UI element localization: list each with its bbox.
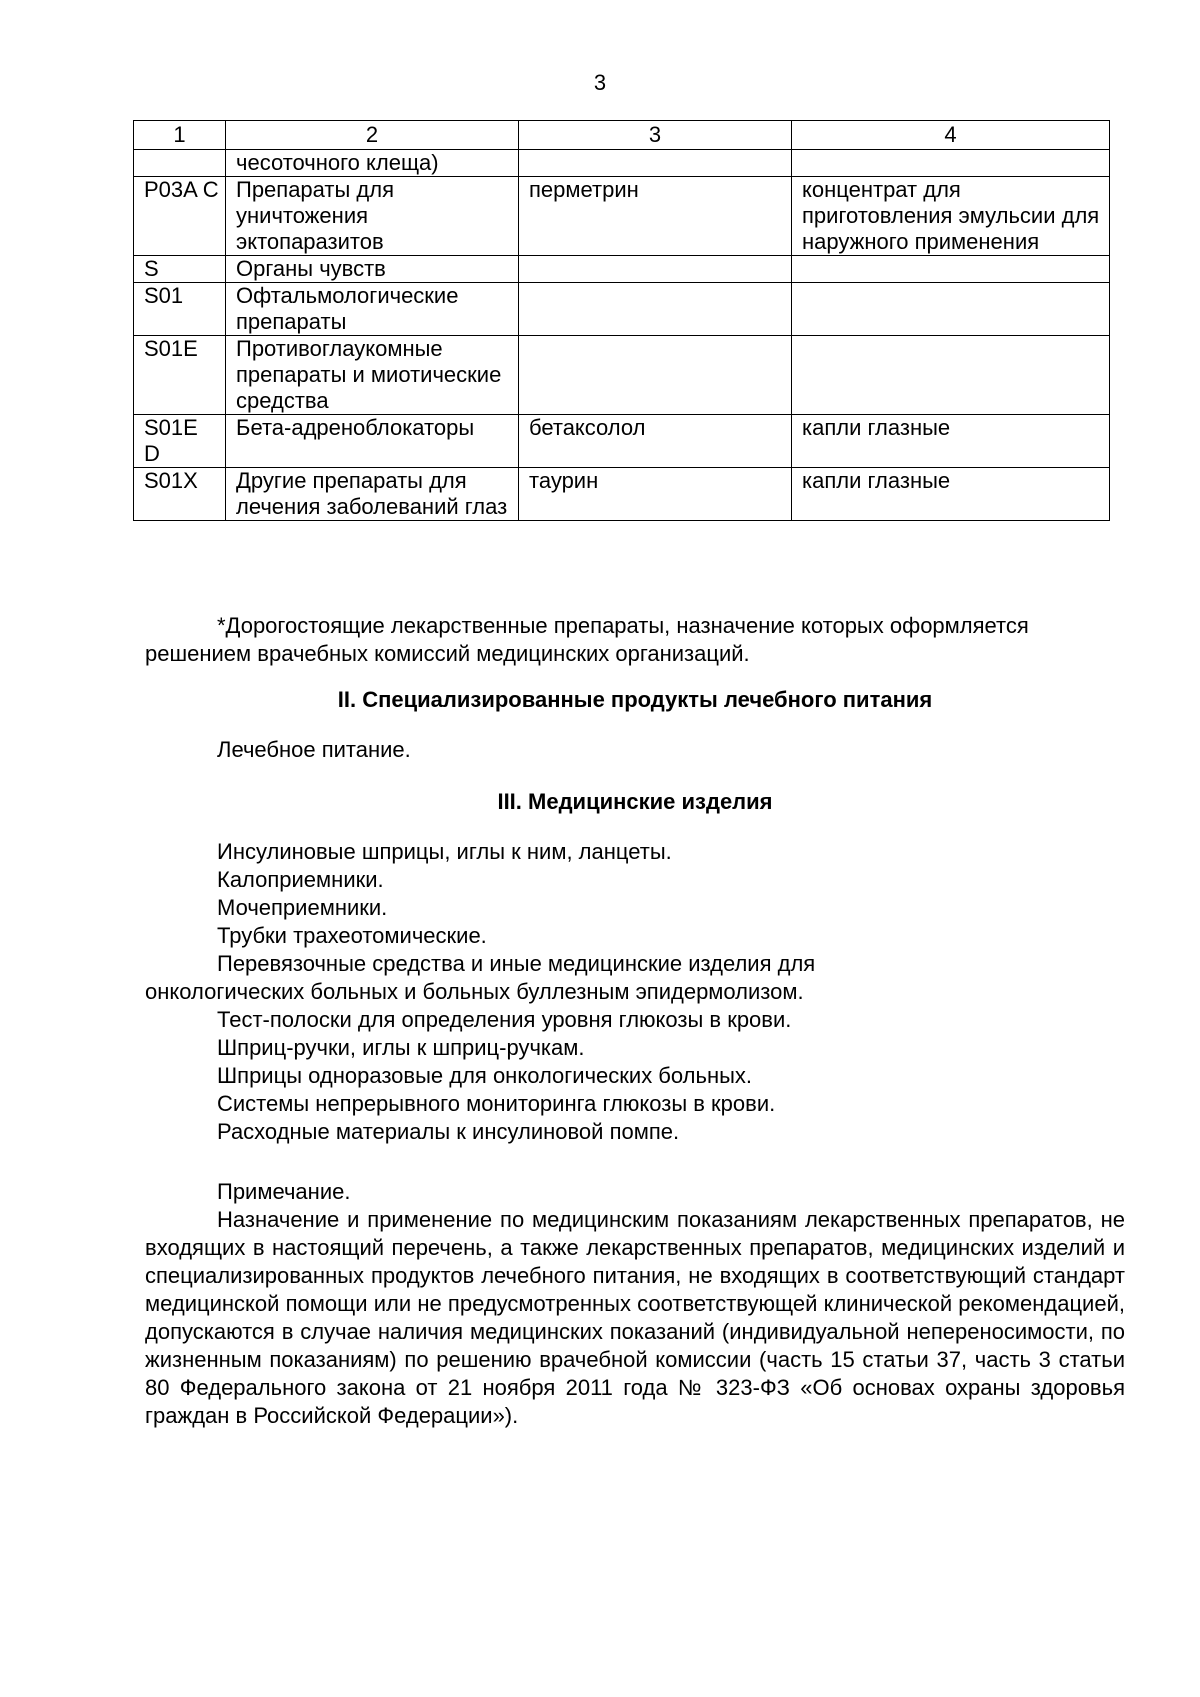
list-item: Мочеприемники. (217, 895, 388, 920)
dosage-form-cell (792, 283, 1110, 336)
note-text: Назначение и применение по медицинским показаниям лекарственных препаратов, не входящих в настоящий перечень, а также лекарственных препаратов, медицинских изделий и специализированных продуктов лечебного питания, не входящих в соответствующий стандарт медицинской помощи или не предусмотренных соответствующей клинической рекомендацией, допускаются в случае наличия медицинских показаний (индивидуальной непереносимости, по жизненным показаниям) по решению врачебной комиссии (часть 15 статьи 37, часть 3 статьи 80 Федерального закона от 21 ноября 2011 года № 323-ФЗ «Об основах охраны здоровья граждан в Российской Федерации»). (145, 1207, 1125, 1428)
section-2-text: Лечебное питание. (217, 737, 411, 762)
group-name-cell: чесоточного клеща) (226, 150, 519, 177)
group-name-cell: Органы чувств (226, 256, 519, 283)
section-2-title: II. Специализированные продукты лечебного питания (337, 687, 933, 712)
table-header-cell: 1 (134, 121, 226, 150)
atc-code-cell: S01 (134, 283, 226, 336)
table-header-cell: 4 (792, 121, 1110, 150)
atc-code-cell: S01E (134, 336, 226, 415)
page-number: 3 (593, 70, 607, 95)
substance-cell (519, 256, 792, 283)
substance-cell (519, 336, 792, 415)
list-item: Расходные материалы к инсулиновой помпе. (217, 1119, 680, 1144)
atc-code-cell: S01E D (134, 415, 226, 468)
group-name-cell: Офтальмологические препараты (226, 283, 519, 336)
table-row (134, 150, 1110, 177)
drug-table (133, 120, 1110, 521)
list-item: Перевязочные средства и иные медицинские изделия для онкологических больных и больных буллезным эпидермолизом. (145, 951, 816, 1004)
dosage-form-cell: капли глазные (792, 415, 1110, 468)
dosage-form-cell (792, 150, 1110, 177)
table-row (134, 283, 1110, 336)
list-item: Шприцы одноразовые для онкологических больных. (217, 1063, 753, 1088)
table-header-row (134, 121, 1110, 150)
substance-cell: перметрин (519, 177, 792, 256)
substance-cell: бетаксолол (519, 415, 792, 468)
table-row (134, 256, 1110, 283)
section-2-body (145, 736, 1125, 764)
group-name-cell: Противоглаукомные препараты и миотические средства (226, 336, 519, 415)
group-name-cell: Препараты для уничтожения эктопаразитов (226, 177, 519, 256)
table-header-cell: 2 (226, 121, 519, 150)
atc-code-cell: P03A C (134, 177, 226, 256)
dosage-form-cell: концентрат для приготовления эмульсии для наружного применения (792, 177, 1110, 256)
table-row (134, 468, 1110, 521)
atc-code-cell: S01X (134, 468, 226, 521)
atc-code-cell (134, 150, 226, 177)
list-item: Шприц-ручки, иглы к шприц-ручкам. (217, 1035, 585, 1060)
dosage-form-cell (792, 256, 1110, 283)
table-row (134, 336, 1110, 415)
group-name-cell: Другие препараты для лечения заболеваний глаз (226, 468, 519, 521)
list-item: Калоприемники. (217, 867, 384, 892)
footnote (145, 612, 1125, 668)
atc-code-cell: S (134, 256, 226, 283)
dosage-form-cell: капли глазные (792, 468, 1110, 521)
substance-cell (519, 150, 792, 177)
table-header-cell: 3 (519, 121, 792, 150)
list-item: Трубки трахеотомические. (217, 923, 487, 948)
substance-cell: таурин (519, 468, 792, 521)
list-item: Тест-полоски для определения уровня глюкозы в крови. (217, 1007, 792, 1032)
list-item: Системы непрерывного мониторинга глюкозы в крови. (217, 1091, 776, 1116)
footnote-text: *Дорогостоящие лекарственные препараты, назначение которых оформляется решением врачебных комиссий медицинских организаций. (145, 613, 1029, 666)
note-block (145, 1178, 1125, 1430)
dosage-form-cell (792, 336, 1110, 415)
section-3-title: III. Медицинские изделия (497, 789, 773, 814)
table-row (134, 415, 1110, 468)
note-label: Примечание. (217, 1179, 351, 1204)
medical-devices-list (145, 838, 1125, 1146)
table-row (134, 177, 1110, 256)
list-item: Инсулиновые шприцы, иглы к ним, ланцеты. (217, 839, 672, 864)
substance-cell (519, 283, 792, 336)
group-name-cell: Бета-адреноблокаторы (226, 415, 519, 468)
